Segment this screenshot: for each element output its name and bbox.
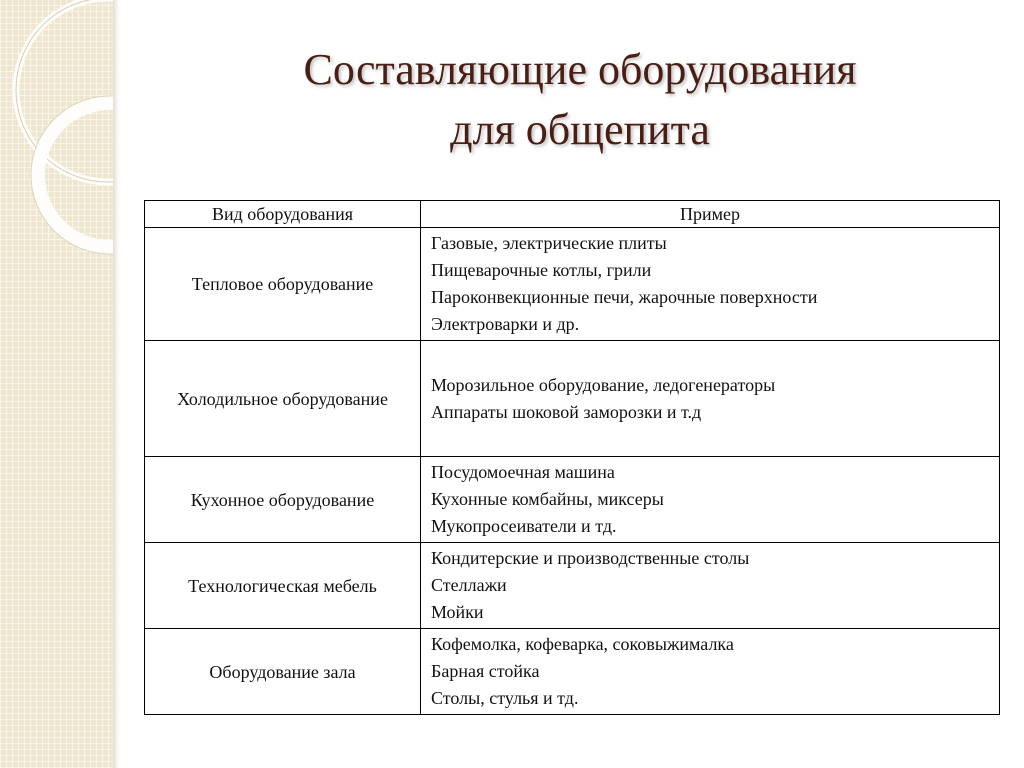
header-example: Пример bbox=[421, 201, 1000, 228]
example-item: Посудомоечная машина bbox=[431, 462, 615, 482]
example-item: Пароконвекционные печи, жарочные поверхности bbox=[431, 287, 818, 307]
example-item: Мукопросеиватели и тд. bbox=[431, 516, 617, 536]
decorative-side-panel bbox=[0, 0, 113, 768]
table-row bbox=[145, 457, 1000, 543]
table-row bbox=[145, 543, 1000, 629]
header-equipment-type: Вид оборудования bbox=[145, 201, 421, 228]
side-panel-edge bbox=[113, 0, 119, 768]
equipment-table bbox=[144, 200, 1000, 715]
examples-cell bbox=[421, 341, 1000, 457]
example-item: Электроварки и др. bbox=[431, 314, 580, 334]
table-row bbox=[145, 341, 1000, 457]
table-row bbox=[145, 228, 1000, 341]
table-header-row bbox=[145, 201, 1000, 228]
example-item: Стеллажи bbox=[431, 575, 507, 595]
example-item: Кондитерские и производственные столы bbox=[431, 548, 750, 568]
examples-cell bbox=[421, 228, 1000, 341]
ring-decoration-icon bbox=[0, 0, 113, 768]
equipment-type-cell: Кухонное оборудование bbox=[145, 457, 421, 543]
page-title bbox=[140, 40, 1020, 160]
example-item: Аппараты шоковой заморозки и т.д bbox=[431, 401, 702, 422]
equipment-type-cell: Холодильное оборудование bbox=[145, 341, 421, 457]
examples-cell bbox=[421, 457, 1000, 543]
example-item: Барная стойка bbox=[431, 661, 540, 681]
example-item: Мойки bbox=[431, 602, 484, 622]
examples-cell bbox=[421, 629, 1000, 715]
equipment-type-cell: Тепловое оборудование bbox=[145, 228, 421, 341]
equipment-type-cell: Оборудование зала bbox=[145, 629, 421, 715]
example-item: Газовые, электрические плиты bbox=[431, 233, 667, 253]
examples-cell bbox=[421, 543, 1000, 629]
example-item: Столы, стулья и тд. bbox=[431, 688, 579, 708]
table-row bbox=[145, 629, 1000, 715]
equipment-type-cell: Технологическая мебель bbox=[145, 543, 421, 629]
example-item: Морозильное оборудование, ледогенераторы bbox=[431, 374, 776, 395]
title-line-1: Составляющие оборудования bbox=[303, 45, 857, 94]
example-item: Кофемолка, кофеварка, соковыжималка bbox=[431, 634, 734, 654]
title-line-2: для общепита bbox=[450, 105, 710, 154]
example-item: Кухонные комбайны, миксеры bbox=[431, 489, 664, 509]
example-item: Пищеварочные котлы, грили bbox=[431, 260, 652, 280]
